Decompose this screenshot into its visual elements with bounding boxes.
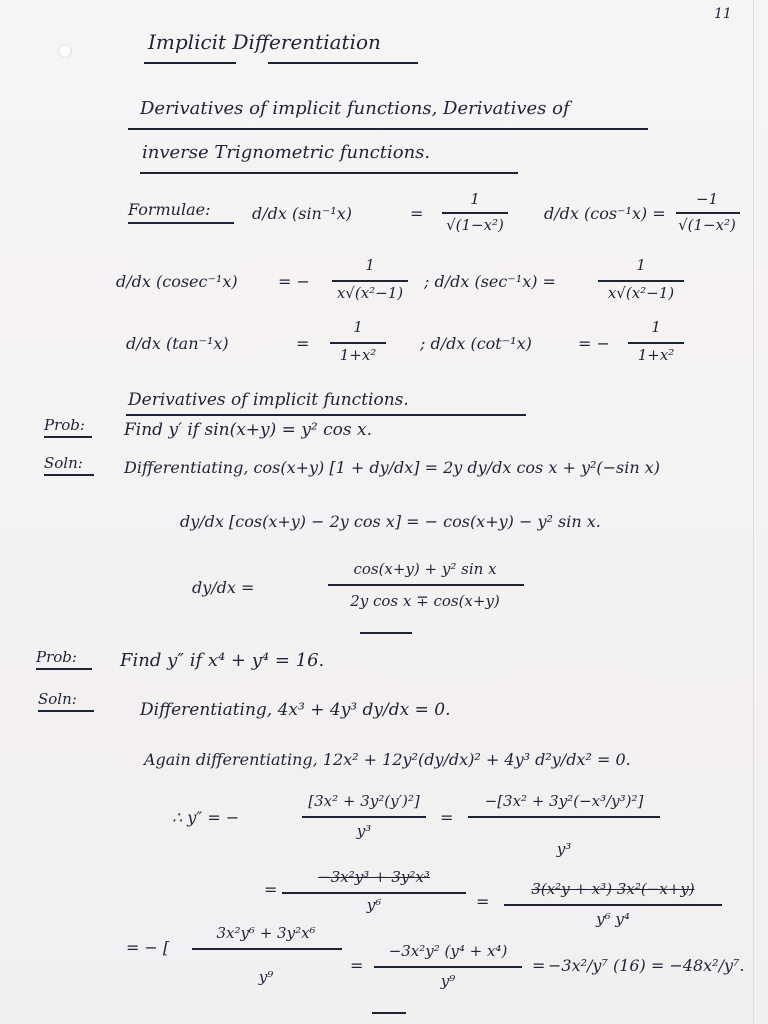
problem-2-step-3-lhs: ∴ y″ = − <box>172 808 240 827</box>
problem-2-step-4-den-2: y⁶ y⁴ <box>596 910 630 928</box>
formula-tan-inverse-num: 1 <box>353 318 363 336</box>
problem-2-step-4-den: y⁶ <box>366 896 382 914</box>
fraction-bar <box>192 948 342 950</box>
prob-label: Prob: <box>36 648 77 666</box>
subtitle-line-2: inverse Trignometric functions. <box>142 142 431 163</box>
formula-tan-inverse-lhs: d/dx (tan⁻¹x) <box>126 334 229 353</box>
problem-2-step-5-den: y⁹ <box>258 968 274 986</box>
problem-2-step-4-eq: = <box>264 880 278 899</box>
fraction-bar <box>282 892 466 894</box>
problem-1-step-3-lhs: dy/dx = <box>192 578 255 597</box>
problem-1-statement: Find y′ if sin(x+y) = y² cos x. <box>124 420 373 440</box>
formula-sin-inverse-eq: = <box>410 204 424 223</box>
title-underline-2 <box>268 62 418 64</box>
fraction-bar <box>328 584 524 586</box>
fraction-bar <box>598 280 684 282</box>
problem-2-step-3-num-2: −[3x² + 3y²(−x³/y³)²] <box>484 792 644 810</box>
fraction-bar <box>332 280 408 282</box>
problem-2-statement: Find y″ if x⁴ + y⁴ = 16. <box>120 650 325 671</box>
problem-2-step-3-eq: = <box>440 808 454 827</box>
formula-cosec-inverse-lhs: d/dx (cosec⁻¹x) <box>116 272 238 291</box>
fraction-bar <box>302 816 426 818</box>
problem-2-step-4-eq-2: = <box>476 892 490 911</box>
page-title: Implicit Differentiation <box>148 30 381 54</box>
formula-cosec-inverse-eq: = − <box>278 272 310 291</box>
problem-2-step-5-den-2: y⁹ <box>440 972 456 990</box>
subtitle-underline-2 <box>140 172 518 174</box>
soln-label: Soln: <box>38 690 77 708</box>
formula-sec-inverse-den: x√(x²−1) <box>607 284 675 302</box>
problem-2-step-5-num-2: −3x²y² (y⁴ + x⁴) <box>388 942 508 960</box>
section-underline <box>126 414 526 416</box>
prob-label-underline <box>36 668 92 670</box>
problem-2-step-3-den-2: y³ <box>556 840 572 858</box>
formula-sin-inverse-lhs: d/dx (sin⁻¹x) <box>252 204 352 223</box>
page-number: 11 <box>714 6 732 22</box>
soln-label-underline <box>38 710 94 712</box>
problem-2-step-4-num: −3x²y³ + 3y²x³ <box>318 868 430 886</box>
formula-cosec-inverse-den: x√(x²−1) <box>336 284 404 302</box>
prob-label: Prob: <box>44 416 85 434</box>
formulae-underline <box>128 222 234 224</box>
problem-2-step-4-num-2: 3(x²y + x³) 3x²(−x+y) <box>531 880 695 898</box>
problem-2-step-1: Differentiating, 4x³ + 4y³ dy/dx = 0. <box>140 700 451 720</box>
problem-1-step-3-num: cos(x+y) + y² sin x <box>353 560 497 578</box>
fraction-bar <box>504 904 722 906</box>
problem-2-step-2: Again differentiating, 12x² + 12y²(dy/dx)² + 4y³ d²y/dx² = 0. <box>144 750 631 769</box>
fraction-bar <box>374 966 522 968</box>
formula-tan-inverse-eq: = <box>296 334 310 353</box>
formula-cot-inverse-eq: = − <box>578 334 610 353</box>
formula-cosec-inverse-num: 1 <box>365 256 375 274</box>
problem-2-step-5-num: 3x²y⁶ + 3y²x⁶ <box>216 924 316 942</box>
formula-cot-inverse-lhs: ; d/dx (cot⁻¹x) <box>420 334 532 353</box>
problem-1-step-3-den: 2y cos x ∓ cos(x+y) <box>350 592 500 610</box>
section-title-implicit: Derivatives of implicit functions. <box>128 390 409 410</box>
formula-cot-inverse-den: 1+x² <box>637 346 675 364</box>
problem-1-step-1: Differentiating, cos(x+y) [1 + dy/dx] = 2y dy/dx cos x + y²(−sin x) <box>124 458 661 477</box>
problem-1-step-2: dy/dx [cos(x+y) − 2y cos x] = − cos(x+y) − y² sin x. <box>180 512 601 531</box>
problem-2-step-5-eq-2: = <box>532 956 546 975</box>
formula-sec-inverse-num: 1 <box>636 256 646 274</box>
fraction-bar <box>676 212 740 214</box>
fraction-bar <box>628 342 684 344</box>
formula-sin-inverse-num: 1 <box>470 190 480 208</box>
answer-end-mark <box>360 632 412 634</box>
formulae-label: Formulae: <box>128 200 211 219</box>
soln-label-underline <box>44 474 94 476</box>
problem-2-step-5-lhs: = − [ <box>126 938 170 957</box>
formula-cot-inverse-num: 1 <box>651 318 661 336</box>
fraction-bar <box>468 816 660 818</box>
formula-cos-inverse-num: −1 <box>695 190 719 208</box>
subtitle-underline-1 <box>128 128 648 130</box>
title-underline-1 <box>144 62 236 64</box>
formula-cos-inverse-den: √(1−x²) <box>678 216 736 234</box>
formula-tan-inverse-den: 1+x² <box>339 346 377 364</box>
formula-sec-inverse-lhs: ; d/dx (sec⁻¹x) = <box>424 272 556 291</box>
problem-2-step-5-eq: = <box>350 956 364 975</box>
formula-sin-inverse-den: √(1−x²) <box>446 216 504 234</box>
problem-2-step-3-num: [3x² + 3y²(y′)²] <box>308 792 420 810</box>
problem-2-final-answer: −3x²/y⁷ (16) = −48x²/y⁷. <box>548 956 745 975</box>
soln-label: Soln: <box>44 454 83 472</box>
binder-hole <box>58 44 72 58</box>
answer-end-mark <box>372 1012 406 1014</box>
fraction-bar <box>442 212 508 214</box>
fraction-bar <box>330 342 386 344</box>
formula-cos-inverse-lhs: d/dx (cos⁻¹x) = <box>544 204 666 223</box>
page-edge-line <box>753 0 754 1024</box>
subtitle-line-1: Derivatives of implicit functions, Derivatives of <box>140 98 570 119</box>
prob-label-underline <box>44 436 92 438</box>
problem-2-step-3-den: y³ <box>356 822 372 840</box>
